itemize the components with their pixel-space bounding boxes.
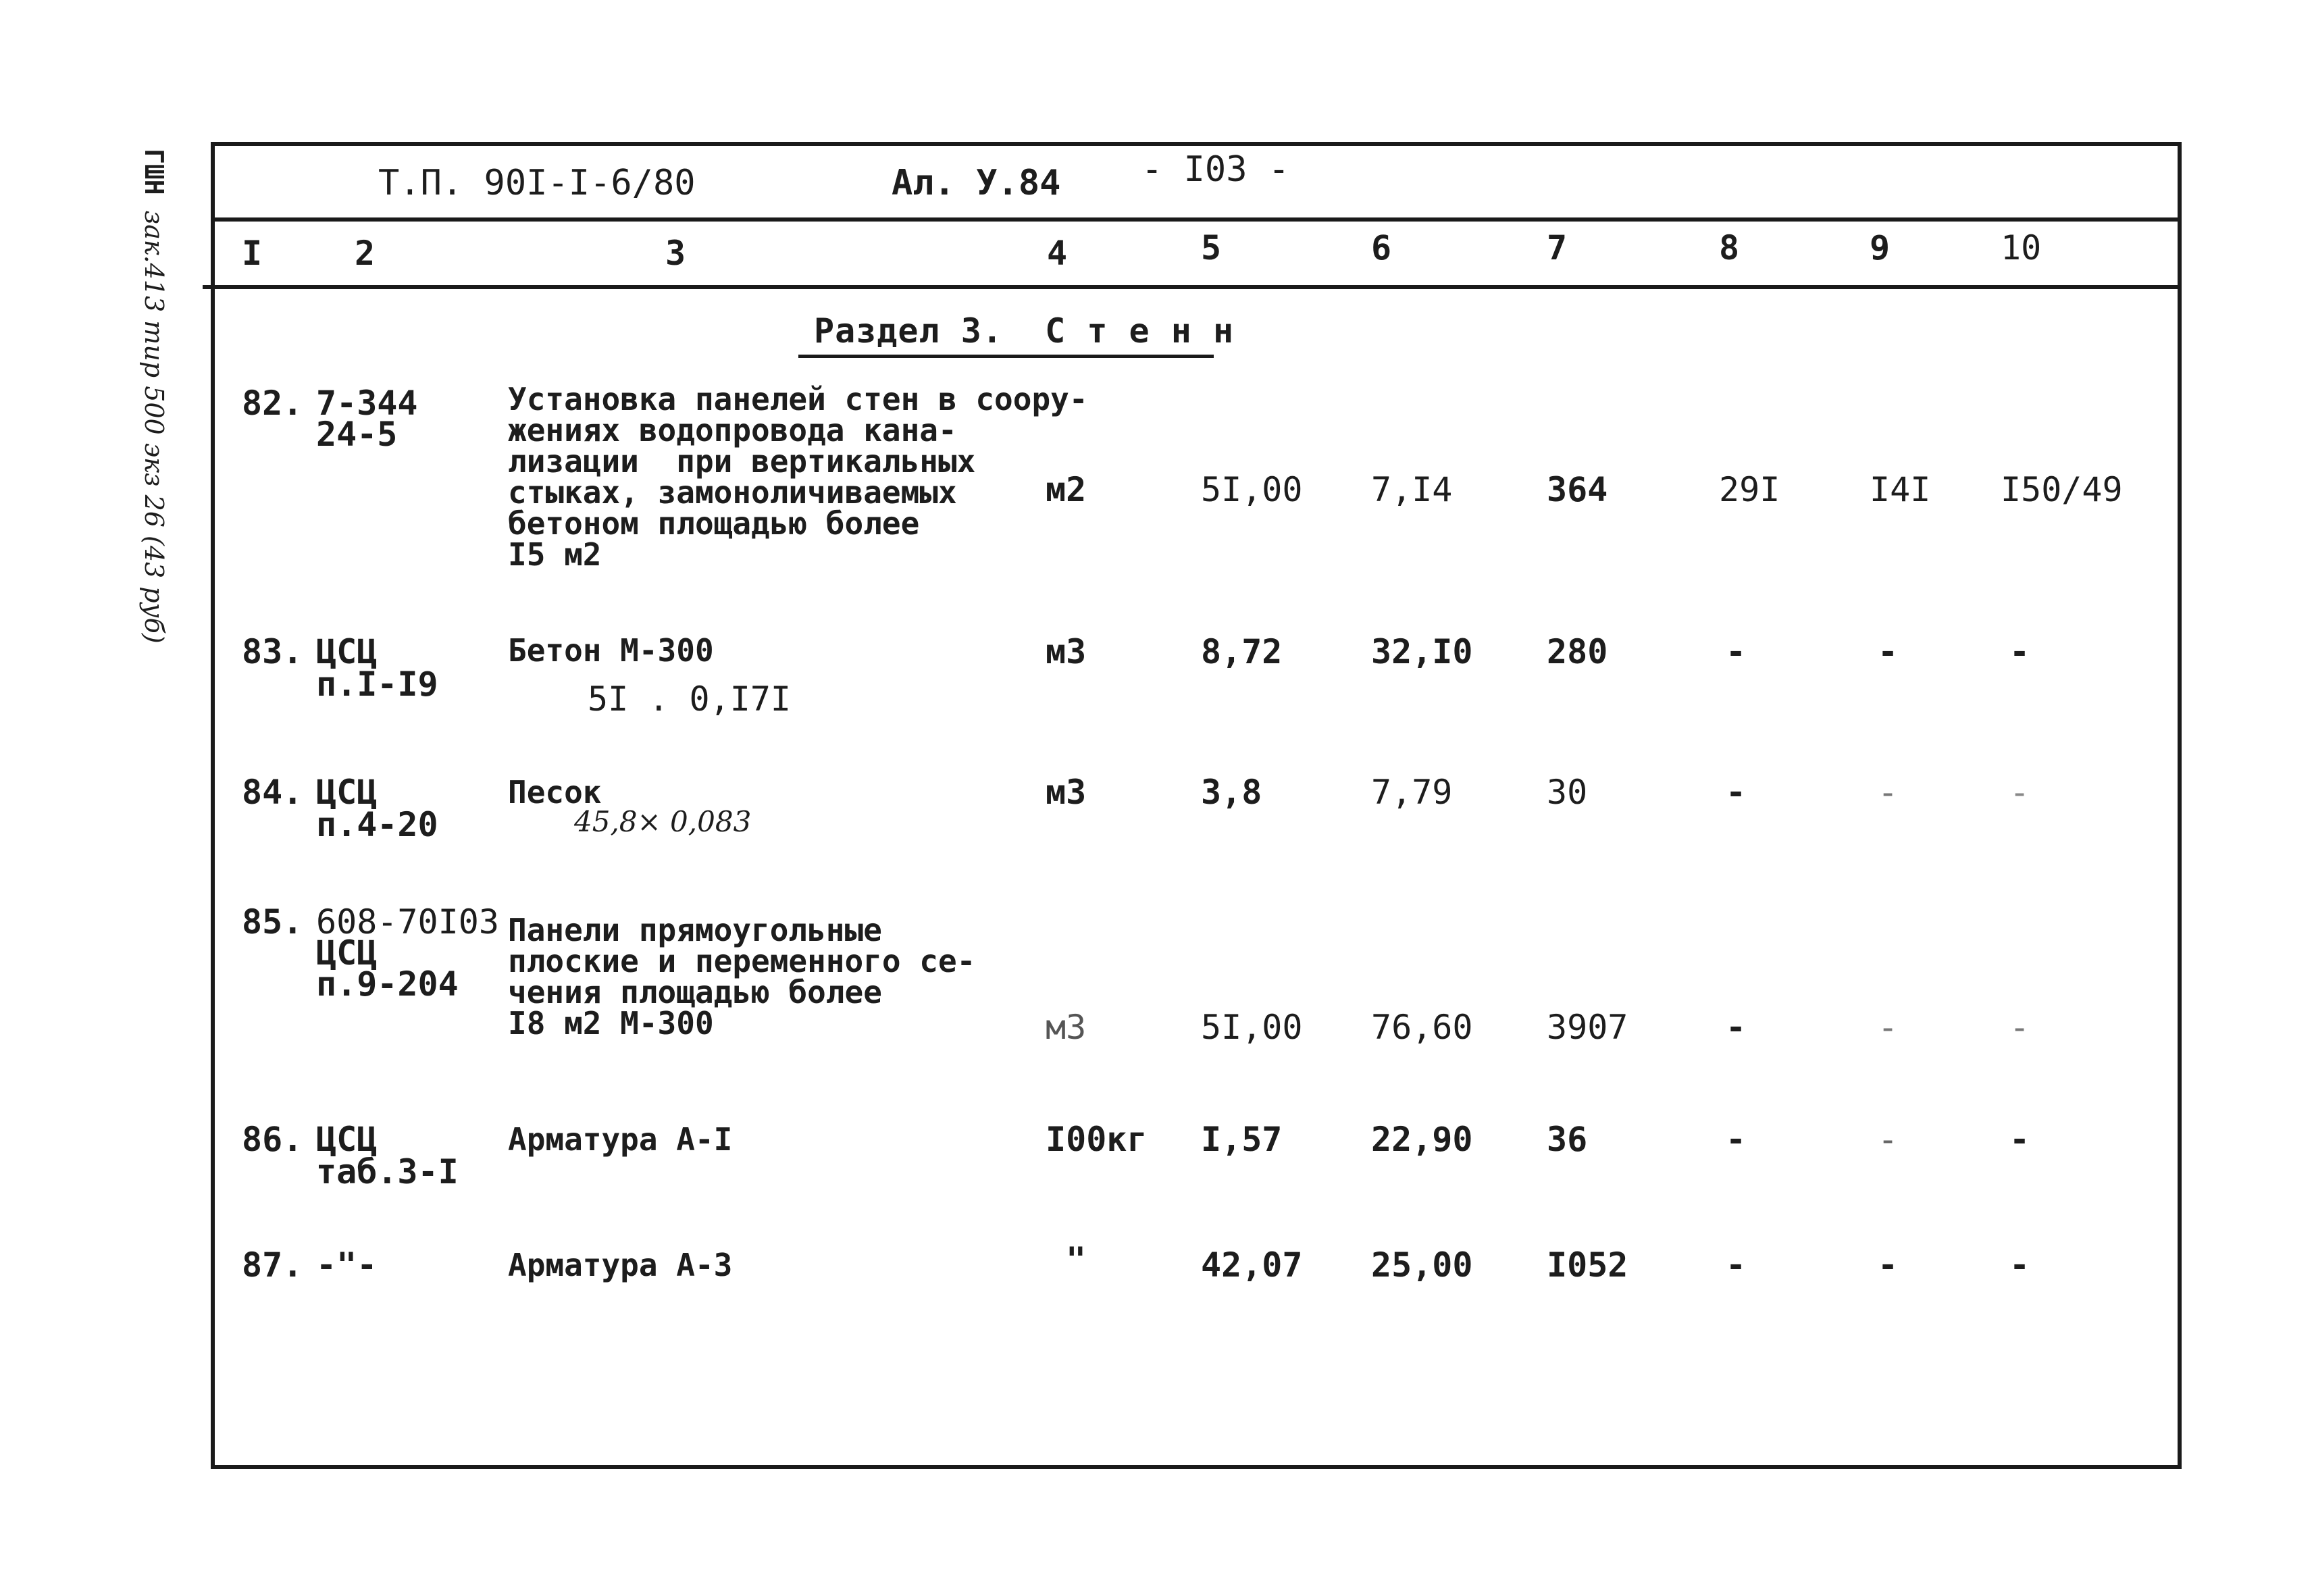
col-2-number: 2 [355,234,376,273]
row-unit: м2 [1046,470,1087,509]
section-title-underline [798,355,1214,358]
section-title: Раздел 3. С т е н н [814,311,1235,351]
row-total: 36 [1547,1120,1588,1159]
row-number: 84. [242,773,303,812]
col-9-number: 9 [1870,228,1891,267]
page-number: - I03 - [1141,149,1290,190]
row-code-line: 7-344 [316,384,418,423]
row-col8: - [1726,1008,1747,1047]
col-10-number: 10 [2001,228,2042,267]
row-col8: - [1726,773,1747,812]
stamp-text: ГШН [139,149,169,195]
row-unit-price: 7,I4 [1371,470,1453,509]
row-col9: I4I [1870,470,1931,509]
row-code-line: таб.3-I [316,1152,459,1191]
row-col10: - [2009,1120,2030,1159]
header-divider [211,217,2182,222]
col-7-number: 7 [1547,228,1568,267]
row-description-line: I8 м2 М-300 [508,1005,714,1041]
row-unit-price: 7,79 [1371,773,1453,812]
row-unit: м3 [1046,632,1087,671]
row-description-line: I5 м2 [508,536,602,573]
row-col9: - [1878,1120,1899,1159]
row-col8: 29I [1719,470,1780,509]
row-code-line: ЦСЦ [316,1120,378,1159]
row-col10: I50/49 [2001,470,2123,509]
row-code-line: ЦСЦ [316,632,378,671]
row-description-line: Установка панелей стен в соору- [508,381,1088,417]
row-col8: - [1726,1245,1747,1285]
row-col9: - [1878,1008,1899,1047]
row-quantity: 42,07 [1201,1245,1303,1285]
row-col9: - [1878,632,1899,671]
row-col9: - [1878,1245,1899,1285]
row-code-line: п.4-20 [316,805,438,844]
row-number: 87. [242,1245,303,1285]
row-description-line: бетоном площадью более [508,505,920,542]
row-calculation: 45,8× 0,083 [574,805,752,838]
row-total: 3907 [1547,1008,1628,1047]
row-total: 280 [1547,632,1608,671]
row-code-line: ЦСЦ [316,933,378,973]
row-total: I052 [1547,1245,1628,1285]
row-number: 85. [242,902,303,942]
handwritten-note: зак.413 тир 500 экз 26 (43 руб) [139,210,169,644]
row-quantity: 5I,00 [1201,470,1303,509]
row-unit: м3 [1046,1008,1087,1047]
col-8-number: 8 [1719,228,1740,267]
row-quantity: 8,72 [1201,632,1283,671]
row-col10: - [2009,1008,2030,1047]
row-code-line: п.9-204 [316,964,459,1004]
row-quantity: I,57 [1201,1120,1283,1159]
row-unit-price: 25,00 [1371,1245,1473,1285]
row-description-line: Панели прямоугольные [508,912,882,948]
row-description-line: Арматура А-3 [508,1247,733,1283]
row-description-line: чения площадью более [508,974,882,1010]
row-quantity: 5I,00 [1201,1008,1303,1047]
sheet-number: Ал. У.84 [892,163,1061,203]
row-col10: - [2009,1245,2030,1285]
col-5-number: 5 [1201,228,1222,267]
column-header-divider [203,285,2182,289]
row-col10: - [2009,773,2030,812]
row-description-line: Песок [508,774,602,810]
row-unit-price: 32,I0 [1371,632,1473,671]
row-code-line: -"- [316,1245,378,1285]
col-6-number: 6 [1371,228,1392,267]
side-annotation-text [139,149,169,644]
row-col8: - [1726,632,1747,671]
doc-code: Т.П. 90I-I-6/80 [378,163,696,203]
row-total: 30 [1547,773,1588,812]
row-unit: " [1066,1240,1087,1279]
row-number: 86. [242,1120,303,1159]
row-description-line: стыках, замоноличиваемых [508,474,957,511]
row-unit-price: 76,60 [1371,1008,1473,1047]
row-code-line: 608-70I03 [316,902,499,942]
row-unit: м3 [1046,773,1087,812]
row-quantity: 3,8 [1201,773,1262,812]
row-col9: - [1878,773,1899,812]
col-4-number: 4 [1047,234,1068,273]
row-description-line: Бетон М-300 [508,632,714,669]
row-description-line: Арматура А-I [508,1121,733,1158]
row-code-line: ЦСЦ [316,773,378,812]
side-annotation [128,149,189,662]
row-unit: I00кг [1046,1120,1148,1159]
col-3-number: 3 [665,234,686,273]
row-total: 364 [1547,470,1608,509]
row-unit-price: 22,90 [1371,1120,1473,1159]
row-number: 83. [242,632,303,671]
row-col10: - [2009,632,2030,671]
col-1-number: I [242,234,263,273]
row-code-line: п.I-I9 [316,665,438,704]
row-number: 82. [242,384,303,423]
row-calculation: 5I . 0,I7I [588,679,792,719]
row-description-line: плоские и переменного се- [508,943,976,979]
row-code-line: 24-5 [316,415,398,454]
row-description-line: лизации при вертикальных [508,443,976,480]
row-description-line: жениях водопровода кана- [508,412,957,448]
row-col8: - [1726,1120,1747,1159]
